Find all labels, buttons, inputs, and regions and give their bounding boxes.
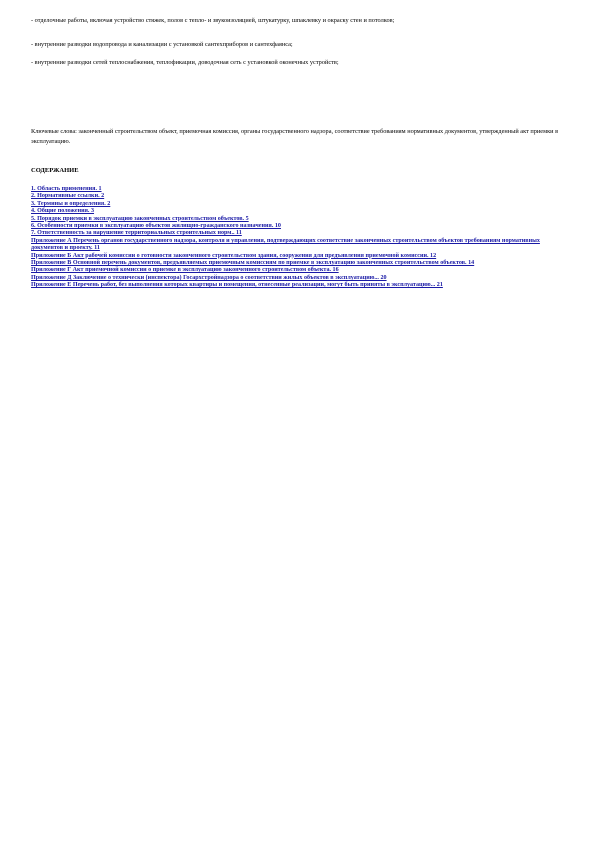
toc-item — [31, 193, 571, 200]
toc-link-appendix-a[interactable]: Приложение А Перечень органов государственного надзора, контроля и управления, подтверждающих соответствие законченных строительством объектов требованиям нормативных документов и проекту. 11 — [31, 237, 540, 252]
toc-item — [31, 186, 571, 193]
bullet-finishing-works: - отделочные работы, включая устройство стяжек, полов с тепло- и звукоизоляцией, штукатурку, шпаклевку и окраску стен и потолков; — [31, 17, 395, 24]
toc-link-section-7[interactable]: 7. Ответственность за нарушение территориальных строительных норм.. 11 — [31, 230, 242, 237]
toc-link-appendix-e[interactable]: Приложение Е Перечень работ, без выполнения которых квартиры и помещения, отнесенные реализации, могут быть приняты в эксплуатацию... 21 — [31, 282, 443, 289]
toc-link-appendix-b[interactable]: Приложение Б Акт рабочей комиссии о готовности законченного строительством здания, сооружения для предъявления приемочной комиссии. 12 — [31, 252, 437, 259]
toc-link-section-5[interactable]: 5. Порядок приемки в эксплуатацию законченных строительством объектов. 5 — [31, 215, 249, 222]
toc-item — [31, 282, 571, 289]
toc-item — [31, 267, 571, 274]
toc-link-appendix-v[interactable]: Приложение В Основной перечень документов, предъявляемых приемочным комиссиям по приемке в эксплуатацию законченных строительством объектов. 14 — [31, 260, 475, 267]
toc-link-section-4[interactable]: 4. Общие положения. 3 — [31, 208, 95, 215]
toc-item — [31, 223, 571, 230]
toc-item — [31, 230, 571, 237]
toc-link-section-6[interactable]: 6. Особенности приемки в эксплуатацию объектов жилищно-гражданского назначения. 10 — [31, 223, 281, 230]
bullet-heating-networks: - внутренние разводки сетей теплоснабжения, теплофикации, доводочная сеть с установкой оконечных устройств; — [31, 59, 339, 66]
toc-item — [31, 201, 571, 208]
toc-link-section-2[interactable]: 2. Нормативные ссылки. 2 — [31, 193, 105, 200]
toc-item — [31, 253, 571, 260]
toc-link-appendix-d[interactable]: Приложение Д Заключение о технически (инспектора) Госархстройнадзора о соответствии жилых объектов в эксплуатацию... 20 — [31, 274, 387, 281]
keywords-paragraph: Ключевые слова: законченный строительством объект, приемочная комиссия, органы государственного надзора, соответствие требованиям нормативных документов, утвержденный акт приемки в эксплуатацию. — [31, 128, 559, 145]
toc-title: СОДЕРЖАНИЕ — [31, 167, 79, 174]
toc-item — [31, 216, 571, 223]
table-of-contents — [31, 186, 571, 290]
toc-link-appendix-g[interactable]: Приложение Г Акт приемочной комиссии о приемке в эксплуатацию законченного строительством объекта. 16 — [31, 267, 339, 274]
bullet-water-supply: - внутренние разводки водопровода и канализации с установкой сантехприборов и сантехфаянса; — [31, 41, 293, 48]
toc-link-section-1[interactable]: 1. Область применения. 1 — [31, 186, 102, 192]
toc-link-section-3[interactable]: 3. Термины и определения. 2 — [31, 200, 111, 207]
toc-item — [31, 208, 571, 215]
toc-item — [31, 238, 571, 253]
